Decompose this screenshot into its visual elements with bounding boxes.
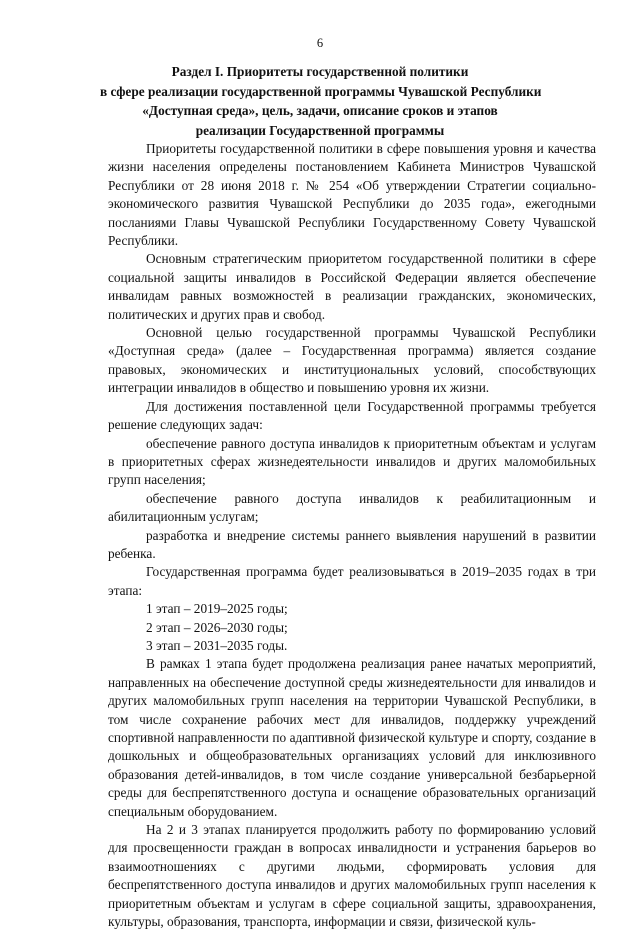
page-number: 6 — [316, 36, 324, 50]
stage-item: 2 этап – 2026–2030 годы; — [146, 619, 288, 635]
paragraph: На 2 и 3 этапах планируется продолжить работу по формированию условий для просвещенности граждан в вопросах инвалидности и устранения барьеров во взаимоотношениях с другими людьми, сформировать условия для беспрепятственного доступа инвалидов и других маломобильных групп населения к приоритетным объектам и услугам в сфере социальной защиты, здравоохранения, культуры, образования, транспорта, информации и связи, физической куль- — [108, 822, 596, 930]
heading-line: «Доступная среда», цель, задачи, описание сроков и этапов — [142, 103, 498, 118]
paragraph: Государственная программа будет реализовываться в 2019–2035 годах в три этапа: — [108, 564, 596, 598]
stage-item: 1 этап – 2019–2025 годы; — [146, 601, 288, 617]
stage-item: 3 этап – 2031–2035 годы. — [146, 637, 288, 653]
paragraph: обеспечение равного доступа инвалидов к приоритетным объектам и услугам в приоритетных сферах жизнедеятельности инвалидов и других маломобильных групп населения; — [108, 435, 596, 488]
section-heading — [100, 62, 540, 140]
paragraph: В рамках 1 этапа будет продолжена реализация ранее начатых мероприятий, направленных на обеспечение доступной среды жизнедеятельности для инвалидов и других маломобильных групп населения на территории Чувашской Республики, в том числе сохранение рабочих мест для инвалидов, поддержку учреждений спортивной направленности по адаптивной физической культуре и спорту, создание в дошкольных и общеобразовательных организациях условий для инклюзивного образования детей-инвалидов, в том числе создание универсальной безбарьерной среды для беспрепятственного доступа и оснащение образовательных организаций специальным оборудованием. — [108, 656, 596, 819]
paragraph: обеспечение равного доступа инвалидов к реабилитационным и абилитационным услугам; — [108, 490, 596, 525]
paragraph: Основным стратегическим приоритетом государственной политики в сфере социальной защиты инвалидов в Российской Федерации является обеспечение инвалидам равных возможностей в реализации гражданских, экономических, политических и других прав и свобод. — [108, 251, 596, 322]
heading-line: в сфере реализации государственной программы Чувашской Республики — [100, 83, 542, 99]
paragraph: Основной целью государственной программы Чувашской Республики «Доступная среда» (далее – Государственная программа) является создание правовых, экономических и институциональных условий, способствующих интеграции инвалидов в общество и повышению уровня их жизни. — [108, 325, 596, 396]
paragraph: Для достижения поставленной цели Государственной программы требуется решение следующих задач: — [108, 398, 596, 433]
heading-line: реализации Государственной программы — [195, 122, 445, 138]
heading-line: Раздел I. Приоритеты государственной политики — [171, 64, 469, 79]
paragraph: Приоритеты государственной политики в сфере повышения уровня и качества жизни населения определены постановлением Кабинета Министров Чувашской Республики от 28 июня 2018 г. № 254 «Об утверждении Стратегии социально-экономического развития Чувашской Республики до 2035 года», ежегодными посланиями Главы Чувашской Республики Государственному Совету Чувашской Республики. — [108, 141, 596, 249]
paragraph: разработка и внедрение системы раннего выявления нарушений в развитии ребенка. — [108, 527, 596, 561]
body-text — [108, 140, 596, 931]
